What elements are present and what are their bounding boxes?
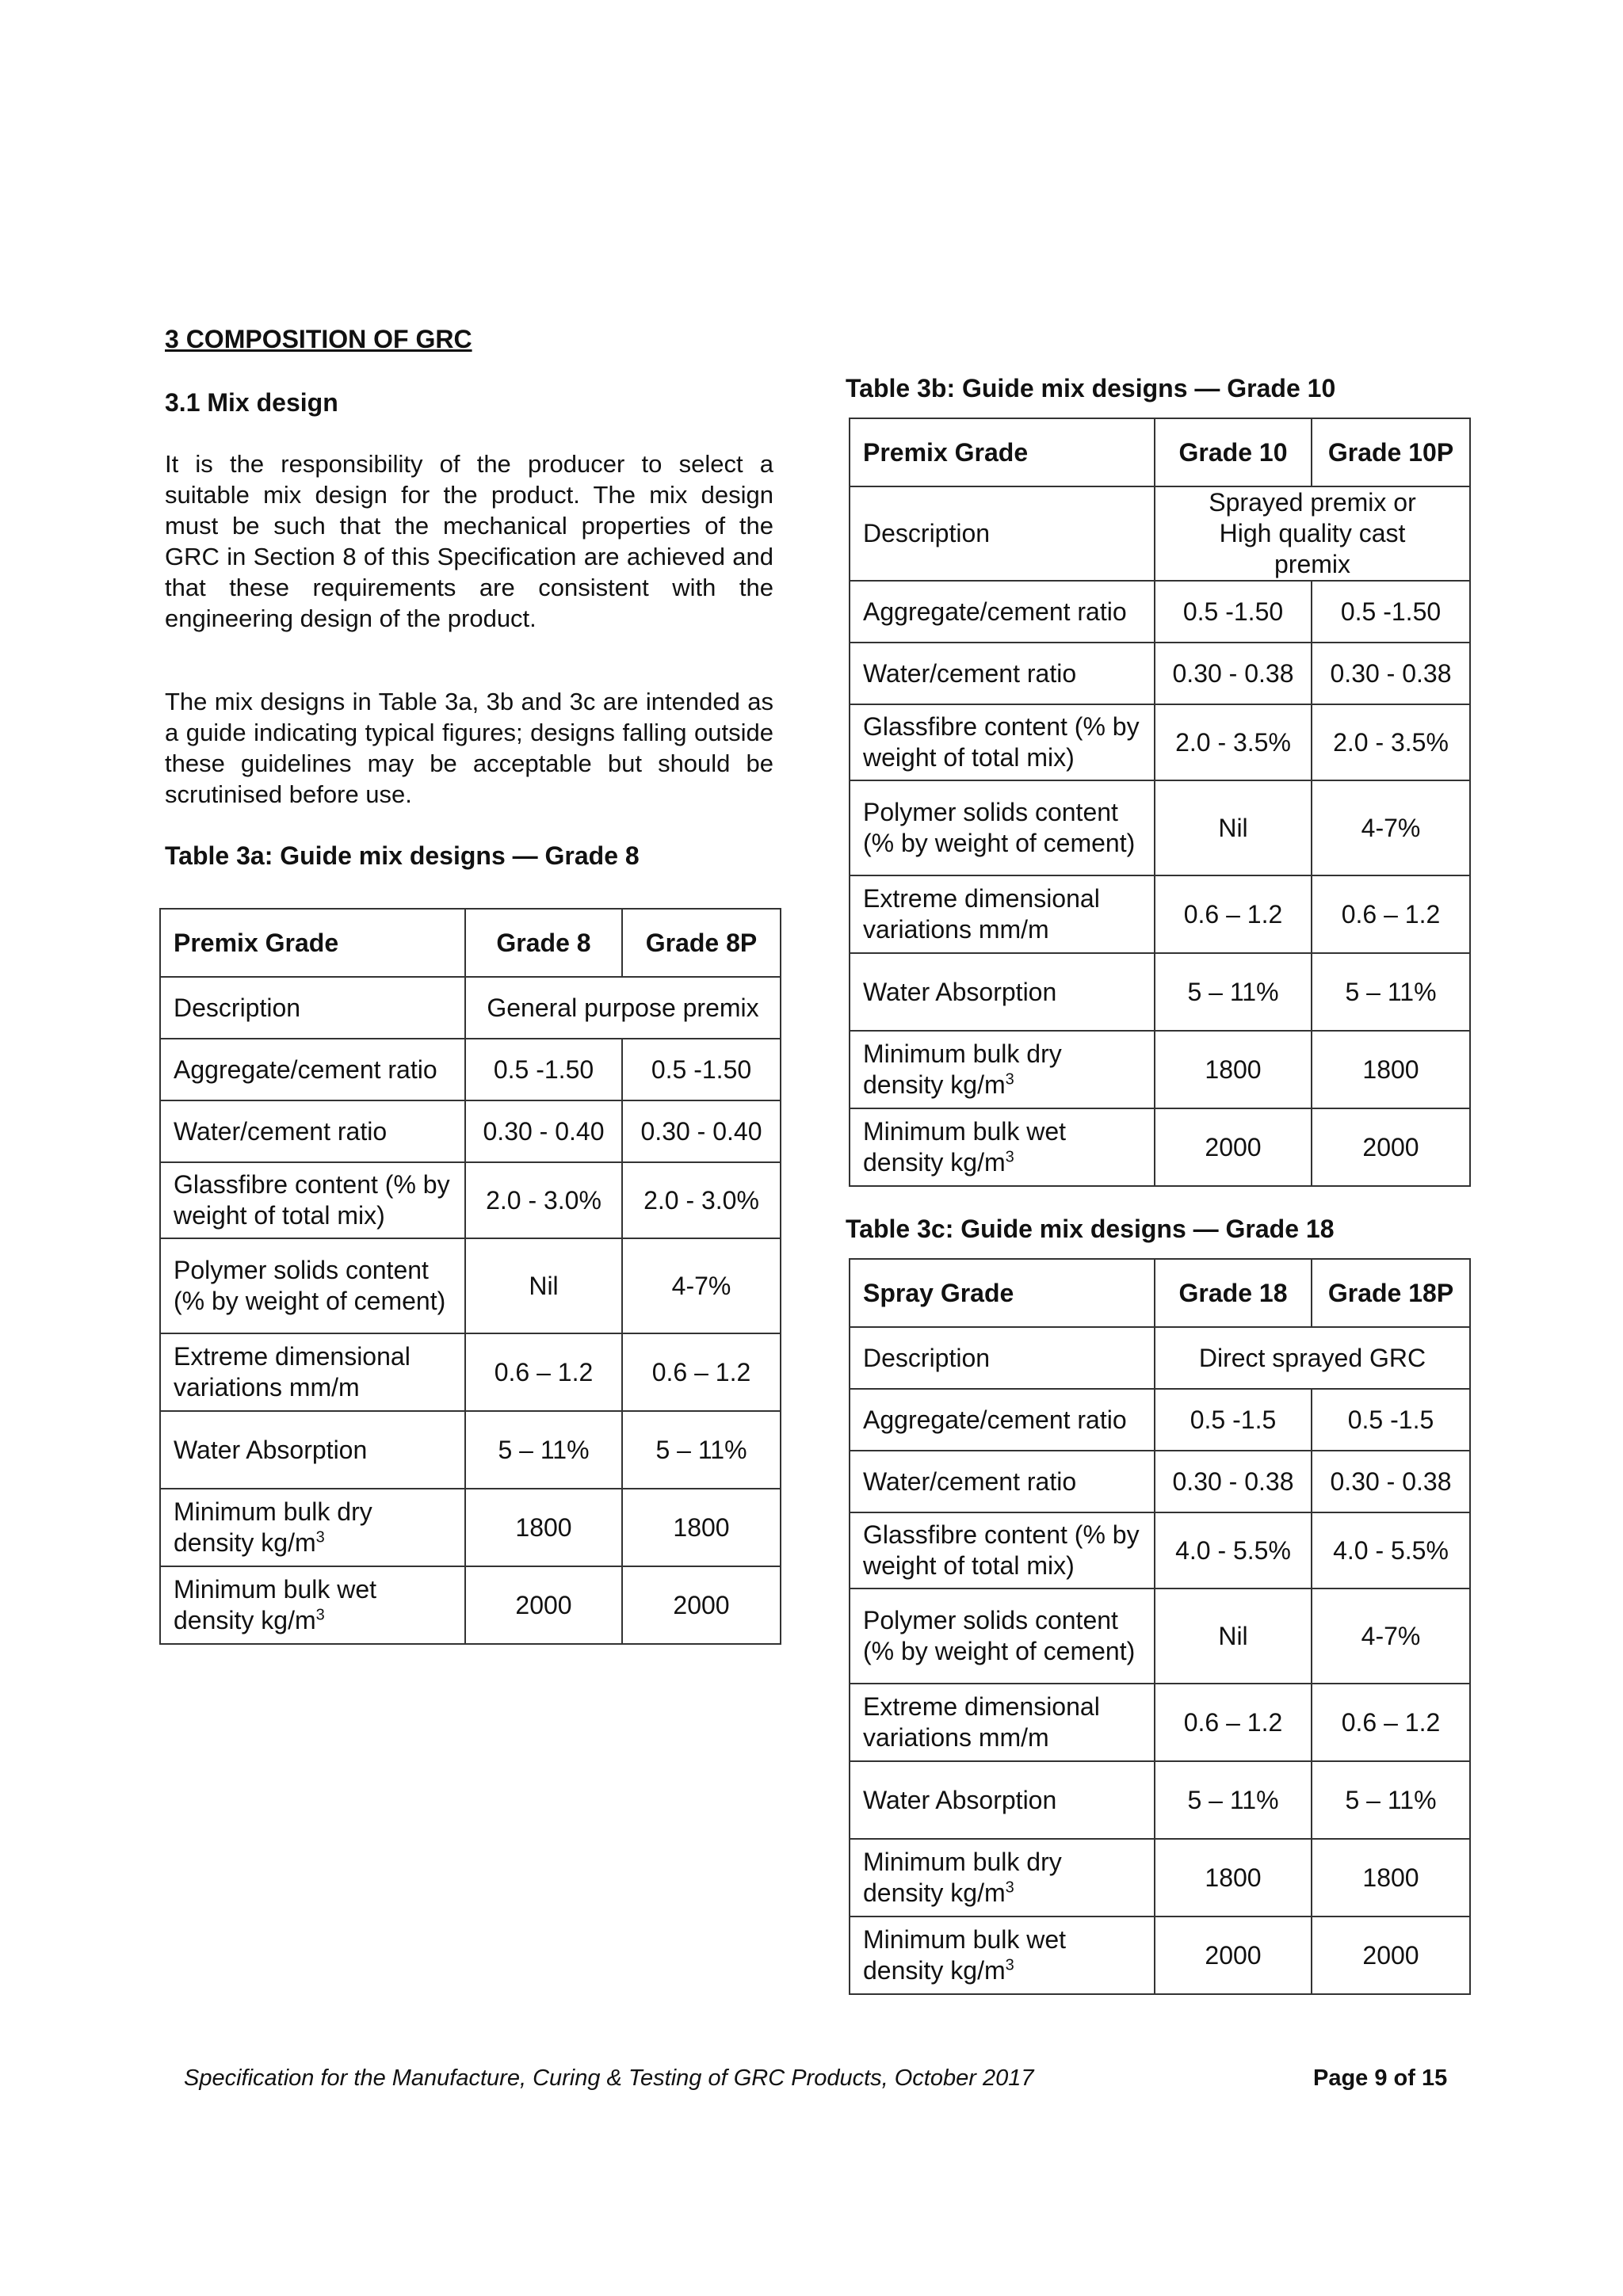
table-cell: 0.30 - 0.38: [1312, 643, 1470, 704]
table-cell: Nil: [465, 1238, 622, 1333]
table-cell: 1800: [1312, 1839, 1470, 1917]
table-cell: 0.6 – 1.2: [1312, 1684, 1470, 1761]
table-cell: 0.6 – 1.2: [1155, 1684, 1312, 1761]
table-cell: 2.0 - 3.5%: [1312, 704, 1470, 780]
table-row: [160, 1411, 781, 1489]
table-3c-caption: Table 3c: Guide mix designs — Grade 18: [846, 1215, 1335, 1243]
table-cell: 5 – 11%: [1155, 953, 1312, 1031]
table-cell: 0.5 -1.50: [1312, 581, 1470, 643]
footer-document-title: Specification for the Manufacture, Curing & Testing of GRC Products, October 2017: [184, 2065, 1034, 2091]
table-row: [850, 1389, 1470, 1451]
footer-page-number: Page 9 of 15: [1313, 2065, 1448, 2091]
table-row: [850, 1327, 1470, 1389]
table-row: [160, 977, 781, 1039]
row-label-dry-density: Minimum bulk dry density $kg/m^3$: [850, 1031, 1155, 1108]
table-cell: 4-7%: [622, 1238, 781, 1333]
row-label-wet-density: Minimum bulk wet density $kg/m^3$: [850, 1917, 1155, 1994]
row-label-aggregate: Aggregate/cement ratio: [160, 1039, 465, 1100]
description-cell: General purpose premix: [465, 977, 781, 1039]
table-row: [850, 1512, 1470, 1589]
table-row: [160, 1100, 781, 1162]
table-header-cell: Grade 18P: [1312, 1259, 1470, 1327]
table-cell: Nil: [1155, 780, 1312, 875]
row-label-dimensional: Extreme dimensional variations mm/m: [850, 1684, 1155, 1761]
table-cell: 0.5 -1.50: [1155, 581, 1312, 643]
table-cell: 0.30 - 0.38: [1155, 643, 1312, 704]
row-label-water-cement: Water/cement ratio: [850, 1451, 1155, 1512]
table-3b-caption: Table 3b: Guide mix designs — Grade 10: [846, 374, 1336, 402]
table-row: [850, 875, 1470, 953]
row-label-polymer: Polymer solids content (% by weight of cement): [850, 1589, 1155, 1684]
table-cell: 1800: [1155, 1031, 1312, 1108]
table-cell: 5 – 11%: [465, 1411, 622, 1489]
table-3c: [849, 1258, 1471, 1995]
table-row: [850, 643, 1470, 704]
row-label-polymer: Polymer solids content (% by weight of cement): [160, 1238, 465, 1333]
table-header-cell: Premix Grade: [850, 418, 1155, 486]
table-cell: 0.6 – 1.2: [465, 1333, 622, 1411]
table-row: [850, 1839, 1470, 1917]
table-header-row: [850, 1259, 1470, 1327]
table-cell: 1800: [465, 1489, 622, 1566]
superscript: 3: [315, 1606, 325, 1624]
table-header-row: [160, 909, 781, 977]
superscript: 3: [1005, 1878, 1014, 1897]
superscript: 3: [315, 1528, 325, 1547]
table-cell: 2000: [465, 1566, 622, 1644]
row-label-polymer: Polymer solids content (% by weight of cement): [850, 780, 1155, 875]
table-row: [850, 581, 1470, 643]
table-row: [850, 1917, 1470, 1994]
table-cell: 5 – 11%: [1155, 1761, 1312, 1839]
table-cell: 2.0 - 3.0%: [622, 1162, 781, 1238]
row-label-absorption: Water Absorption: [850, 953, 1155, 1031]
table-cell: 0.6 – 1.2: [1312, 875, 1470, 953]
table-cell: 4.0 - 5.5%: [1155, 1512, 1312, 1589]
table-cell: 4-7%: [1312, 1589, 1470, 1684]
table-cell: 2.0 - 3.5%: [1155, 704, 1312, 780]
table-cell: 0.5 -1.50: [465, 1039, 622, 1100]
row-label-description: Description: [850, 1327, 1155, 1389]
row-label-dry-density: Minimum bulk dry density $kg/m^3$: [160, 1489, 465, 1566]
table-header-cell: Grade 8: [465, 909, 622, 977]
row-label-absorption: Water Absorption: [160, 1411, 465, 1489]
row-label-aggregate: Aggregate/cement ratio: [850, 581, 1155, 643]
table-row: [850, 1108, 1470, 1186]
row-label-description: Description: [160, 977, 465, 1039]
row-label-water-cement: Water/cement ratio: [160, 1100, 465, 1162]
table-cell: 2000: [622, 1566, 781, 1644]
table-row: [850, 1451, 1470, 1512]
paragraph-responsibility: It is the responsibility of the producer to select a suitable mix design for the product. The mix design must be such that the mechanical properties of the GRC in Section 8 of this Specification are achieved and that these requirements are consistent with the engineering design of the product.: [165, 450, 773, 632]
table-row: [850, 1589, 1470, 1684]
table-cell: 5 – 11%: [622, 1411, 781, 1489]
table-cell: 4.0 - 5.5%: [1312, 1512, 1470, 1589]
description-cell: Sprayed premix or High quality cast premix: [1155, 486, 1470, 581]
row-label-aggregate: Aggregate/cement ratio: [850, 1389, 1155, 1451]
table-3a-caption: Table 3a: Guide mix designs — Grade 8: [165, 841, 640, 870]
table-cell: 0.5 -1.5: [1155, 1389, 1312, 1451]
table-row: [160, 1333, 781, 1411]
table-row: [850, 704, 1470, 780]
table-cell: 1800: [622, 1489, 781, 1566]
table-header-cell: Grade 10P: [1312, 418, 1470, 486]
table-row: [160, 1039, 781, 1100]
table-cell: 1800: [1155, 1839, 1312, 1917]
table-row: [160, 1162, 781, 1238]
table-header-cell: Premix Grade: [160, 909, 465, 977]
row-label-dimensional: Extreme dimensional variations mm/m: [160, 1333, 465, 1411]
table-cell: 5 – 11%: [1312, 1761, 1470, 1839]
table-header-row: [850, 418, 1470, 486]
table-row: [160, 1566, 781, 1644]
table-row: [160, 1238, 781, 1333]
row-label-wet-density: Minimum bulk wet density $kg/m^3$: [850, 1108, 1155, 1186]
row-label-description: Description: [850, 486, 1155, 581]
table-cell: 2.0 - 3.0%: [465, 1162, 622, 1238]
table-row: [850, 1684, 1470, 1761]
table-cell: 0.5 -1.5: [1312, 1389, 1470, 1451]
row-label-dimensional: Extreme dimensional variations mm/m: [850, 875, 1155, 953]
table-cell: Nil: [1155, 1589, 1312, 1684]
row-label-water-cement: Water/cement ratio: [850, 643, 1155, 704]
paragraph-guidance: The mix designs in Table 3a, 3b and 3c are intended as a guide indicating typical figures; designs falling outside these guidelines may be acceptable but should be scrutinised before use.: [165, 688, 773, 808]
table-header-cell: Grade 18: [1155, 1259, 1312, 1327]
table-row: [850, 486, 1470, 581]
superscript: 3: [1005, 1148, 1014, 1166]
table-row: [160, 1489, 781, 1566]
table-header-cell: Grade 10: [1155, 418, 1312, 486]
table-row: [850, 780, 1470, 875]
row-label-dry-density: Minimum bulk dry density $kg/m^3$: [850, 1839, 1155, 1917]
table-cell: 0.30 - 0.38: [1312, 1451, 1470, 1512]
row-label-absorption: Water Absorption: [850, 1761, 1155, 1839]
table-row: [850, 1761, 1470, 1839]
table-cell: 2000: [1155, 1917, 1312, 1994]
superscript: 3: [1005, 1070, 1014, 1089]
row-label-glassfibre: Glassfibre content (% by weight of total mix): [850, 1512, 1155, 1589]
table-cell: 0.6 – 1.2: [622, 1333, 781, 1411]
table-cell: 5 – 11%: [1312, 953, 1470, 1031]
table-row: [850, 1031, 1470, 1108]
description-cell: Direct sprayed GRC: [1155, 1327, 1470, 1389]
subsection-heading: 3.1 Mix design: [165, 388, 338, 417]
table-3a: [159, 908, 781, 1645]
table-header-cell: Grade 8P: [622, 909, 781, 977]
section-heading: 3 COMPOSITION OF GRC: [165, 325, 472, 353]
table-cell: 0.30 - 0.38: [1155, 1451, 1312, 1512]
table-cell: 0.5 -1.50: [622, 1039, 781, 1100]
superscript: 3: [1005, 1956, 1014, 1974]
table-cell: 2000: [1312, 1108, 1470, 1186]
row-label-glassfibre: Glassfibre content (% by weight of total mix): [850, 704, 1155, 780]
table-3b: [849, 418, 1471, 1187]
table-header-cell: Spray Grade: [850, 1259, 1155, 1327]
table-cell: 0.30 - 0.40: [622, 1100, 781, 1162]
row-label-wet-density: Minimum bulk wet density $kg/m^3$: [160, 1566, 465, 1644]
table-cell: 0.6 – 1.2: [1155, 875, 1312, 953]
table-cell: 1800: [1312, 1031, 1470, 1108]
table-cell: 0.30 - 0.40: [465, 1100, 622, 1162]
table-cell: 4-7%: [1312, 780, 1470, 875]
row-label-glassfibre: Glassfibre content (% by weight of total mix): [160, 1162, 465, 1238]
table-cell: 2000: [1155, 1108, 1312, 1186]
table-cell: 2000: [1312, 1917, 1470, 1994]
table-row: [850, 953, 1470, 1031]
